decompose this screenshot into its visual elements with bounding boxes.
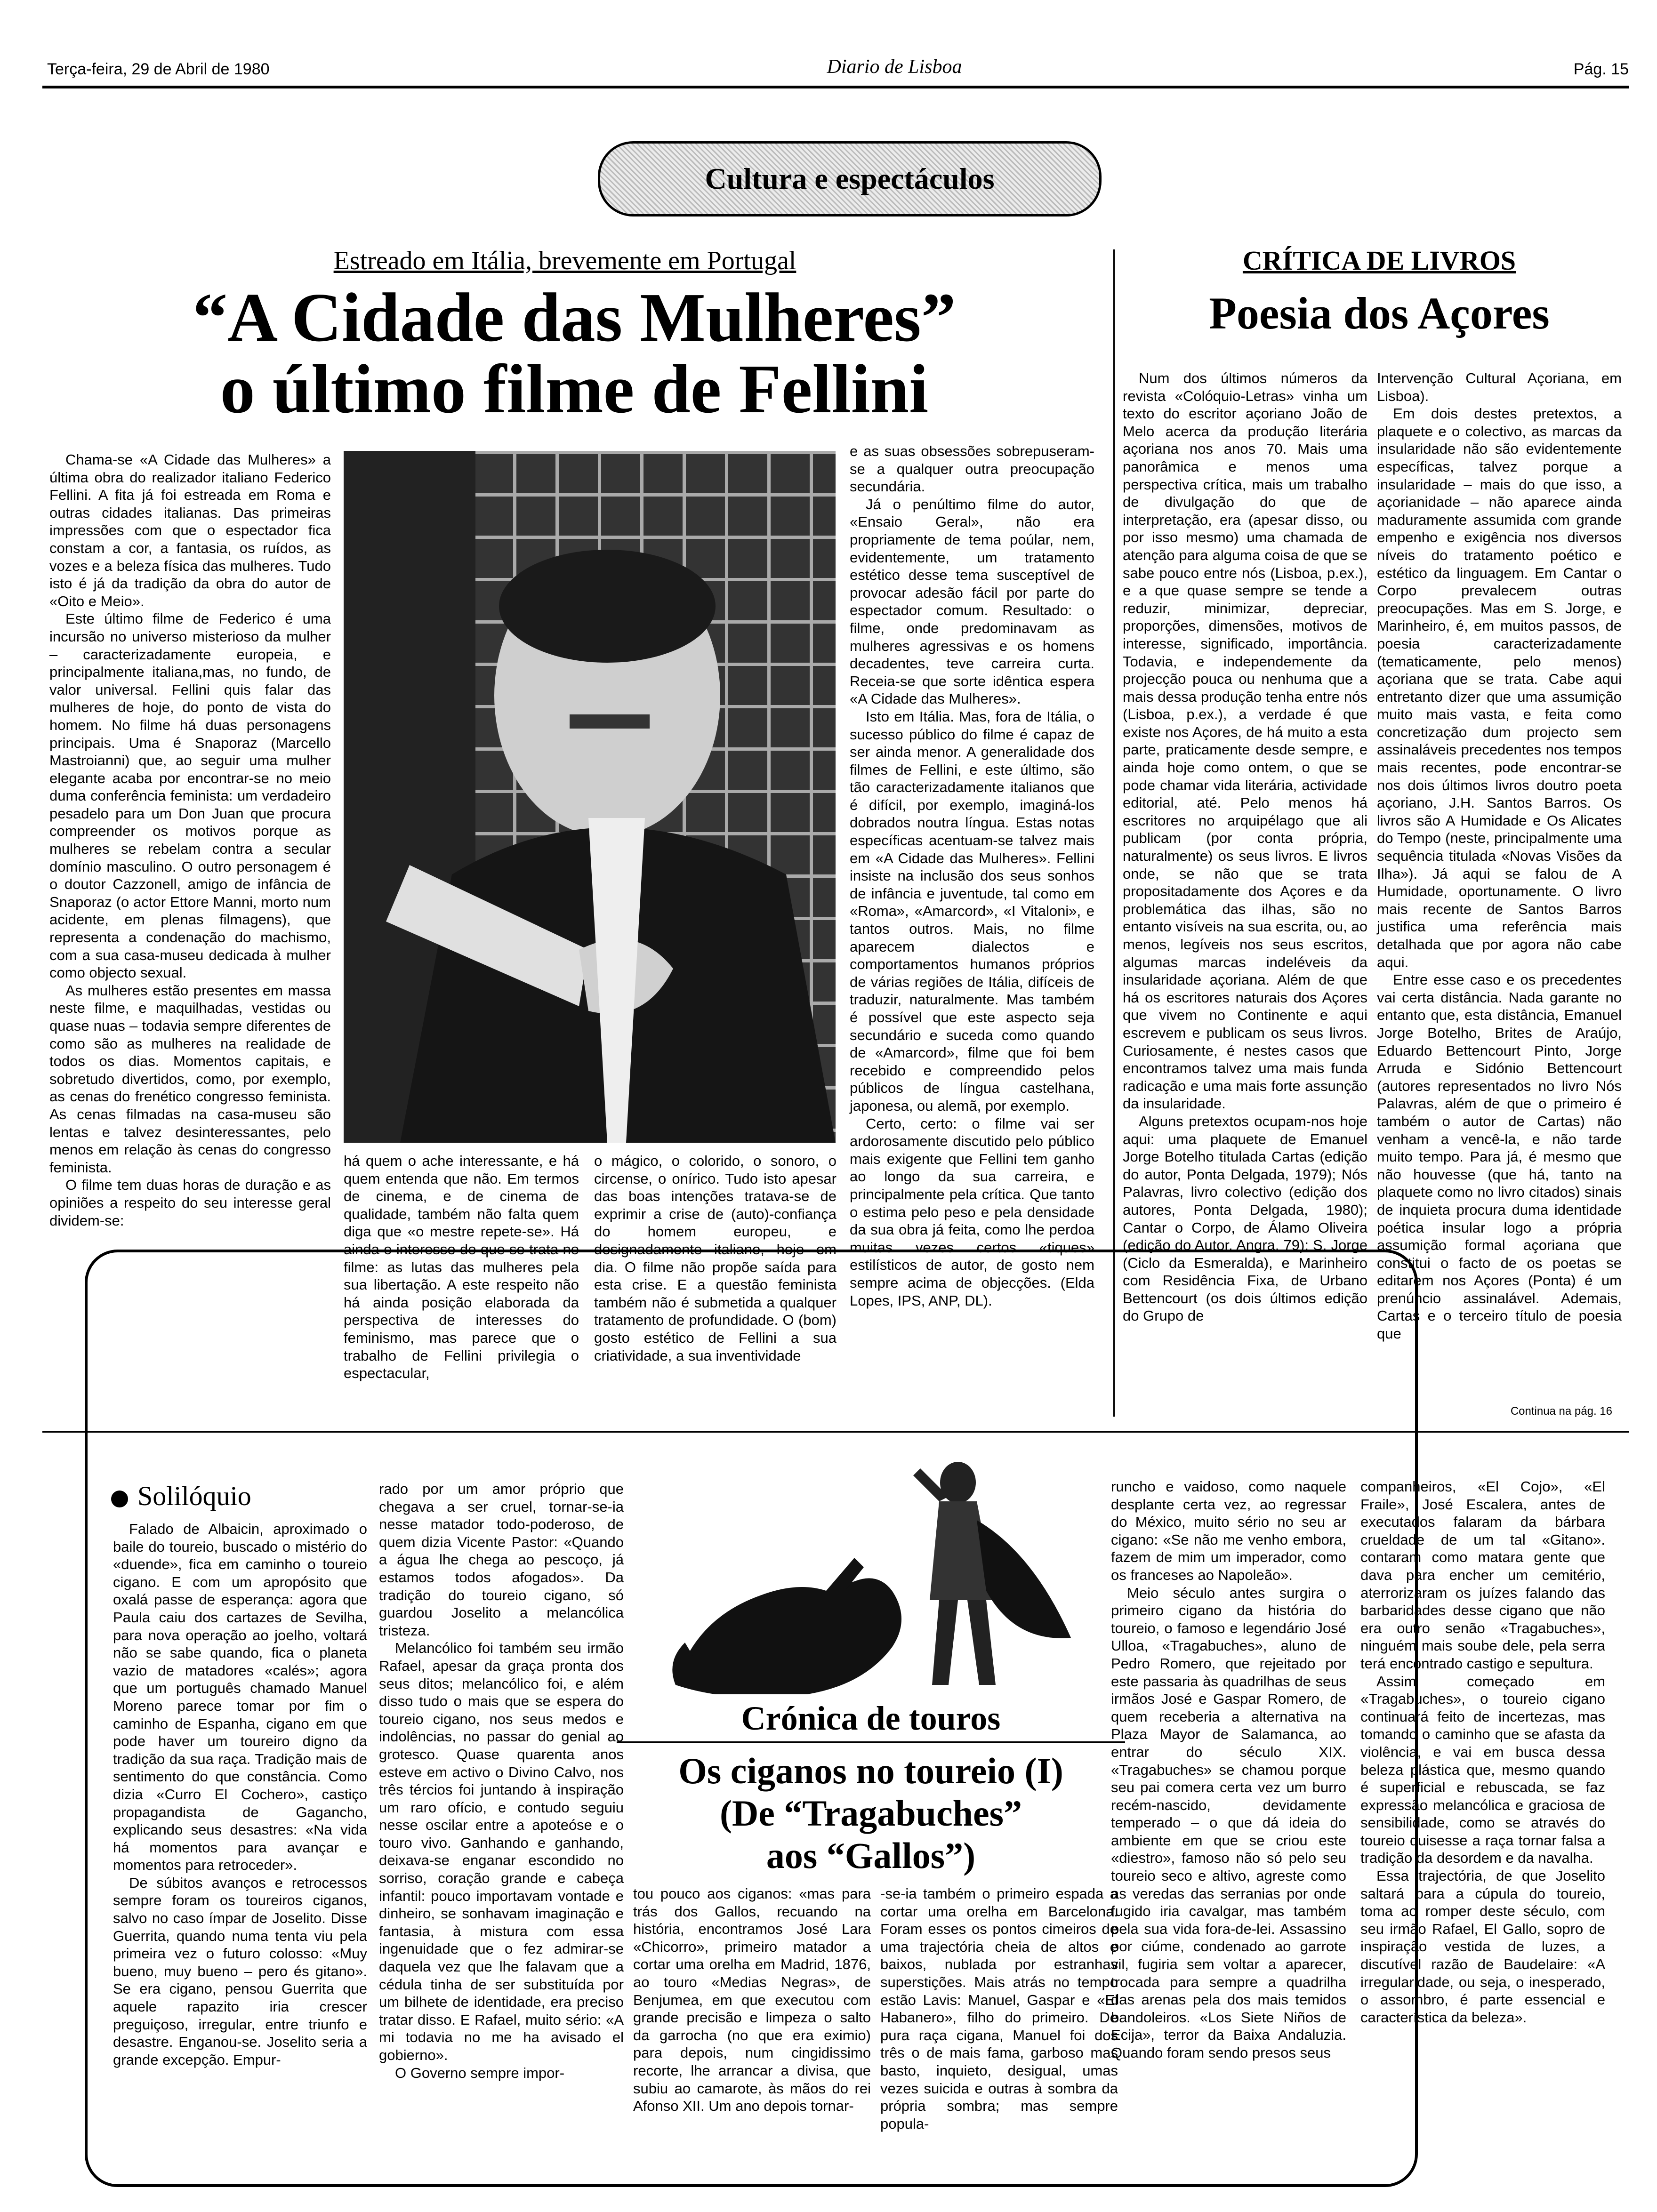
paragraph: há quem o ache interessante, e há quem entenda que não. Em termos de cinema, e de cinema de qualidade, também não falta quem diga que «o mestre repete-se». Há ainda o interesse do que se trata no filme: as lutas das mulheres pela sua libertação. A este respeito não há ainda posição elaborada da perspectiva de interesses do feminismo, mas parece que o trabalho de Fellini privilegia o espectacular,: [344, 1153, 579, 1382]
paragraph: Intervenção Cultural Açoriana, em Lisboa).: [1377, 370, 1622, 404]
fellini-kicker: Estreado em Itália, brevemente em Portugal: [333, 246, 796, 275]
section-banner-label: Cultura e espectáculos: [705, 162, 995, 195]
paragraph: Num dos últimos números da revista «Colóquio-Letras» vinha um texto do escritor açoriano João de Melo acerca da produção literária açoriana nos anos 70. Mais uma panorâmica e menos uma perspectiva crítica, mais um trabalho de divulgação do que de interpretação, era (apesar disso, ou por isso mesmo) uma chamada de atenção para alguma coisa de que se sabe pouco entre nós (Lisboa, p.ex.), e a que quase sempre se tende a reduzir, minimizar, depreciar, proporções, dimensões, motivos de interesse, significado, importância. Todavia, e independemente da projecção pouca ou nenhuma que a mais dessa produção tenha entre nós (Lisboa, p.ex.), a verdade é que existe nos Açores, de há muito a esta parte, praticamente desde sempre, e ainda hoje como ontem, o que se pode chamar vida literária, actividade editorial, até. Pelo menos há escritores no arquipélago que ali publicam (por conta própria, naturalmente) os seus livros. E livros onde, se não que se trata propositadamente dos Açores e da problemática das ilhas, são no entanto visíveis na sua escrita, ou, ao menos, legíveis nos seus escritos, algumas marcas indeléveis da insularidade açoriana. Além de que há os escritores naturais dos Açores que vivem no Continente e aqui escrevem e publicam os seus livros. Curiosamente, é nestes casos que encontramos talvez uma mais funda radicação e uma mais forte assunção da insularidade.: [1123, 370, 1367, 1112]
critica-column-2: [1377, 369, 1622, 1405]
paragraph: Isto em Itália. Mas, fora de Itália, o sucesso público do filme é capaz de ser ainda menor. A generalidade dos filmes de Fellini, e este último, são tão caracterizadamente italianos que é difícil, por exemplo, imaginá-los dobrados noutra língua. Estas notas específicas acentuam-se talvez mais em «A Cidade das Mulheres». Fellini insiste na inclusão dos seus sonhos de infância e juventude, tal como em «Roma», «Amarcord», «I Vitaloni», e tantos outros. Mais, no filme aparecem dialectos e comportamentos humanos próprios de várias regiões de Itália, difíceis de traduzir, naturalmente. Mas também é possível que este aspecto seja secundário e suceda como quando de «Amarcord», filme que foi bem recebido e compreendido pelos públicos de língua castelhana, japonesa, ou alemã, por exemplo.: [850, 708, 1094, 1114]
bullfight-graphic: [657, 1440, 1090, 1704]
issue-date: Terça-feira, 29 de Abril de 1980: [47, 60, 270, 78]
paragraph: Assim começado em «Tragabuches», o toureio cigano continuará feito de incertezas, mas tomando o caminho que se afasta da violência, e vai em busca dessa beleza plástica que, mesmo quando é superficial e rebuscada, se faz expressão melancólica e graciosa de sensibilidade, como se através do toureio quisesse a raça tornar falsa a tradição da desordem e da navalha.: [1360, 1673, 1605, 1867]
paragraph: e as suas obsessões sobrepuseram-se a qualquer outra preocupação secundária.: [850, 443, 1094, 495]
paragraph: Falado de Albaicin, aproximado o baile do toureio, buscado o mistério do «duende», fica em caminho o toureio cigano. E com um apropósito que oxalá passe de esperança: agora que Paula caiu dos cartazes de Sevilha, para nova operação ao joelho, voltará não se sabe quando, fica o planeta vazio de matadores «calés»; agora que um português chamado Manuel Moreno parece tomar por fim o caminho de Espanha, cigano em que pode haver um toureiro digno da tradição da sua raça. Tradição mais de sentimento do que constância. Como dizia «Curro El Cochero», castiço propagandista de Gagancho, explicando seus desastres: «Na vida há momentos para avançar e momentos para retroceder».: [113, 1521, 367, 1874]
paragraph: companheiros, «El Cojo», «El Fraile», José Escalera, antes de executados falaram da bárbara crueldade de um tal «Gitano». contaram como matara gente que dava para encher um cemitério, aterrorizaram os juízes falando das barbaridades desse cigano que não era outro senão «Tragabuches», ninguém mais soube dele, pela serra terá encontrado castigo e sepultura.: [1360, 1478, 1605, 1672]
cronica-column-3: [633, 1885, 871, 2167]
fellini-photo: [344, 451, 836, 1143]
critica-title: Poesia dos Açores: [1209, 288, 1550, 338]
paragraph: De súbitos avanços e retrocessos sempre foram os toureiros ciganos, salvo no caso ímpar de Joselito. Disse Guerrita, quando numa tenta viu pela primeira vez o futuro colosso: «Muy bueno, muy bueno – pero és gitano». Se era cigano, pensou Guerrita que aquele rapazito iria crescer preguiçoso, irregular, entre triunfo e desastre. Enganou-se. Joselito seria a grande excepção. Empur-: [113, 1874, 367, 2068]
paragraph: rado por um amor próprio que chegava a ser cruel, tornar-se-ia nesse matador todo-poderoso, de quem dizia Vicente Pastor: «Quando a água lhe chega ao pescoço, já estamos todos afogados». Da tradição do toureio cigano, só guardou Joselito a melancólica tristeza.: [379, 1481, 624, 1639]
cronica-title-line2: (De “Tragabuches”: [719, 1793, 1022, 1834]
paragraph: Melancólico foi também seu irmão Rafael, apesar da graça pronta dos seus ditos; melancólico foi, e além disso tudo o mais que se espera do toureio cigano, nos seus medos e indolências, no passar do genial ao grotesco. Quase quarenta anos esteve em activo o Divino Calvo, nos três tércios foi juntando à inspiração um raro ofício, e contudo seguiu nesse oscilar entre a apoteóse e o touro vivo. Ganhando e ganhando, deixava-se enganar escondido no sorriso, coração grande e cabeça infantil: pouco importavam vontade e dinheiro, se sonhavam imaginação e fantasia, à mistura com essa ingenuidade que o fez admirar-se daquela vez que lhe falavam que a cédula tinha de ser substituída por um bilhete de identidade, era preciso tratar disso. E Rafael, muito sério: «A mi todavia no me ha avisado el gobierno».: [379, 1640, 624, 2063]
paragraph: As mulheres estão presentes em massa neste filme, e maquilhadas, vestidas ou quase nuas – todavia sempre diferentes de como são as mulheres na realidade de todos os dias. Momentos capitais, e sobretudo divertidos, como, por exemplo, as cenas do frenético congresso feminista. As cenas filmadas na casa-museu são lentas e talvez desinteressantes, pelo menos em relação às cenas do congresso feminista.: [49, 982, 331, 1176]
paragraph: -se-ia também o primeiro espada a cortar uma orelha em Barcelona. Foram esses os pontos cimeiros de uma trajectória cheia de altos e baixos, nublada por estranhas superstições. Mais atrás no tempo estão Lavis: Manuel, Gaspar e «El Habanero», filho do primeiro. De pura raça cigana, Manuel foi dos três o de mais fama, garboso mas basto, inquieto, desigual, umas vezes suicida e outras à sombra da própria sombra; mas sempre popula-: [880, 1885, 1118, 2132]
paragraph: o mágico, o colorido, o sonoro, o circense, o onírico. Tudo isto apesar das boas intenções tratava-se de exprimir a crise de (auto)-confiança do homem europeu, e designadamente italiano, hoje em dia. O filme não propõe saída para esta crise. E a questão feminista também não é submetida a qualquer tratamento de profundidade. O (bom) gosto estético de Fellini a sua criatividade, a sua inventividade: [594, 1153, 837, 1364]
paragraph: Meio século antes surgira o primeiro cigano da história do toureio, o famoso e legendário José Ulloa, «Tragabuches», aluno de Pedro Romero, que rejeitado por este passaria às quadrilhas de seus irmãos José e Gaspar Romero, de quem receberia a alternativa na Plaza Mayor de Salamanca, ao entrar do século XIX. «Tragabuches» se chamou porque seu pai comera certa vez um burro recém-nascido, devidamente temperado – o que dá ideia do ambiente em que se criou este «diestro», famoso não só pelo seu toureio seco e altivo, agreste como as veredas das serranias por onde fugido iria cavalgar, mas também pela sua vida fora-de-lei. Assassino por ciúme, condenado ao garrote vil, fugiria sem voltar a aparecer, trocada para sempre a quadrilha das arenas pela dos mais temidos bandoleiros. «Los Siete Niños de Ecija», terror da Baixa Andaluzia. Quando foram sendo presos seus: [1111, 1584, 1346, 2061]
cronica-column-5: [1111, 1478, 1346, 2170]
section-banner: [598, 141, 1102, 216]
cronica-column-6: [1360, 1478, 1605, 2170]
paragraph: Este último filme de Federico é uma incursão no universo misterioso da mulher – caracterizadamente europeia, e principalmente italiana,mas, no fundo, de valor universal. Fellini quis falar das mulheres de hoje, do ponto de vista do homem. No filme há duas personagens principais. Uma é Snaporaz (Marcello Mastroianni) que, ao seguir uma mulher elegante acaba por encontrar-se no meio duma conferência feminista: um verdadeiro pesadelo para um Don Juan que procura compreender os motivos porque as mulheres se rebelam contra a secular domínio masculino. O outro personagem é o doutor Cazzonell, amigo de infância de Snaporaz (o actor Ettore Manni, morto num acidente, em plenas filmagens), que representa a condenação do machismo, com a sua casa-museu dedicada à mulher como objecto sexual.: [49, 610, 331, 981]
fellini-photo-graphic: [344, 451, 836, 1143]
soliloquio-label: Solilóquio: [137, 1481, 251, 1511]
cronica-title-line3: aos “Gallos”): [766, 1835, 976, 1876]
fellini-column-1: [49, 451, 331, 1229]
column-divider: [1113, 249, 1115, 1417]
newspaper-name: Diario de Lisboa: [827, 56, 962, 78]
paragraph: Em dois destes pretextos, a plaquete e o colectivo, as marcas da insularidade não são evidentemente específicas, talvez porque a insularidade – mais do que isso, a açorianidade – não aparece ainda maduramente assumida com grande empenho e exigência nos diversos níveis do tratamento poético e estético da linguagem. Em Cantar o Corpo prevalecem outras preocupações. Mas em S. Jorge, e Marinheiro, é, em muitos passos, de poesia caracterizadamente (tematicamente, pelo menos) açoriana que se trata. Cabe aqui entretanto dizer que uma assumição muito mais vasta, e feita como concretização dum projecto sem assinaláveis precedentes nos tempos mais recentes, pode encontrar-se nos dois últimos livros doutro poeta açoriano, J.H. Santos Barros. Os livros são A Humidade e Os Alicates do Tempo (neste, principalmente uma sequência titulada «Novas Visões da Ilha»). Já aqui se falou de A Humidade, oportunamente. O livro mais recente de Santos Barros justifica uma referência mais detalhada que por agora não cabe aqui.: [1377, 405, 1622, 970]
critica-kicker: CRÍTICA DE LIVROS: [1242, 245, 1516, 276]
cronica-column-2: [379, 1480, 624, 2170]
fellini-title-line1: “A Cidade das Mulheres”: [193, 279, 956, 356]
paragraph: Já o penúltimo filme do autor, «Ensaio Geral», não era propriamente de tema poúlar, nem, evidentemente, um tratamento estético desse tema susceptível de provocar adesão fácil por parte do espectador comum. Resultado: o filme, onde predominavam as mulheres agressivas e os homens decadentes, teve carreira curta. Receia-se que sorte idêntica espera «A Cidade das Mulheres».: [850, 496, 1094, 707]
cronica-title-line1: Os ciganos no toureio (I): [678, 1750, 1063, 1791]
soliloquio-heading: [111, 1480, 251, 1512]
cronica-rule: [617, 1741, 1125, 1743]
fellini-title-line2: o último filme de Fellini: [220, 351, 929, 428]
cronica-column-1: [113, 1520, 367, 2170]
paragraph: Essa trajectória, de que Joselito saltará para a cúpula do toureio, toma ao romper deste século, com seu irmão Rafael, El Gallo, sopro de inspiração vestida de luzes, a discutível razão de Baudelaire: «A irregularidade, ou seja, o inesperado, o assombro, é parte essencial e característica da beleza».: [1360, 1867, 1605, 2026]
paragraph: Chama-se «A Cidade das Mulheres» a última obra do realizador italiano Federico Fellini. A fita já foi estreada em Roma e outras cidades italianas. Das primeiras impressões com que o espectador fica constam a cor, a fantasia, os ruídos, as vozes e a beleza física das mulheres. Tudo isto é já da tradição da obra do autor de «Oito e Meio».: [49, 451, 331, 609]
bullet-icon: [111, 1491, 128, 1507]
cronica-label: Crónica de touros: [741, 1699, 1001, 1737]
page-number: Pág. 15: [1573, 60, 1629, 78]
continued-note: Continua na pág. 16: [1510, 1405, 1612, 1418]
paragraph: runcho e vaidoso, como naquele desplante certa vez, ao regressar do México, muito sério no seu ar cigano: «Se não me venho embora, fazem de mim um imperador, como os franceses ao Napoleão».: [1111, 1478, 1346, 1583]
paragraph: O Governo sempre impor-: [395, 2064, 565, 2081]
bullfight-illustration: [657, 1440, 1090, 1704]
paragraph: tou pouco aos ciganos: «mas para trás dos Gallos, recuando na história, encontramos José Lara «Chicorro», primeiro matador a cortar uma orelha em Madrid, 1876, ao touro «Medias Negras», de Benjumea, em que executou com grande precisão e limpeza o salto da garrocha (no que era eximio) para depois, num cingidissimo recorte, lhe arrancar a divisa, que subiu ao camarote, às mãos do rei Afonso XII. Um ano depois tornar-: [633, 1885, 871, 2115]
paragraph: Alguns pretextos ocupam-nos hoje aqui: uma plaquete de Emanuel Jorge Botelho titulada Cartas (edição do autor, Ponta Delgada, 1979); Nós Palavras, livro colectivo (edição dos autores, Ponta Delgada, 1980); Cantar o Corpo, de Álamo Oliveira (edição do Autor, Angra, 79); S. Jorge (Ciclo da Esmeralda), e Marinheiro com Residência Fixa, de Urbano Bettencourt (os dois últimos edição do Grupo de: [1123, 1113, 1367, 1324]
paragraph: Certo, certo: o filme vai ser ardorosamente discutido pelo público mais exigente que Fellini tem ganho ao longo da sua carreira, e principalmente pela crítica. Que tanto o estima pelo peso e pela densidade da sua obra já feita, como lhe perdoa muitas vezes certos «tiques» estilísticos de autor, de gosto nem sempre acima de objecções. (Elda Lopes, IPS, ANP, DL).: [850, 1115, 1094, 1309]
paragraph: O filme tem duas horas de duração e as opiniões a respeito do seu interesse geral dividem-se:: [49, 1177, 331, 1229]
cronica-column-4: [880, 1885, 1118, 2167]
top-rule: [42, 86, 1629, 88]
paragraph: Entre esse caso e os precedentes vai certa distância. Nada garante no entanto que, esta distância, Emanuel Jorge Botelho, Brites de Araújo, Eduardo Bettencourt Pinto, Jorge Arruda e Sidónio Bettencourt (autores representados no livro Nós Palavras, além de que o primeiro é também o autor de Cartas) não venham a vencê-la, e não tarde muito tempo. Para já, é mesmo que não houvesse (que há, tanto na plaquete como no livro citados) sinais de inquieta procura duma identidade poética insular logo a própria assumição formal açoriana que constitui o facto de os poetas se editarem nos Açores (Ponta) é um prenúncio assinalável. Ademais, Cartas e o terceiro título de poesia que: [1377, 971, 1622, 1342]
